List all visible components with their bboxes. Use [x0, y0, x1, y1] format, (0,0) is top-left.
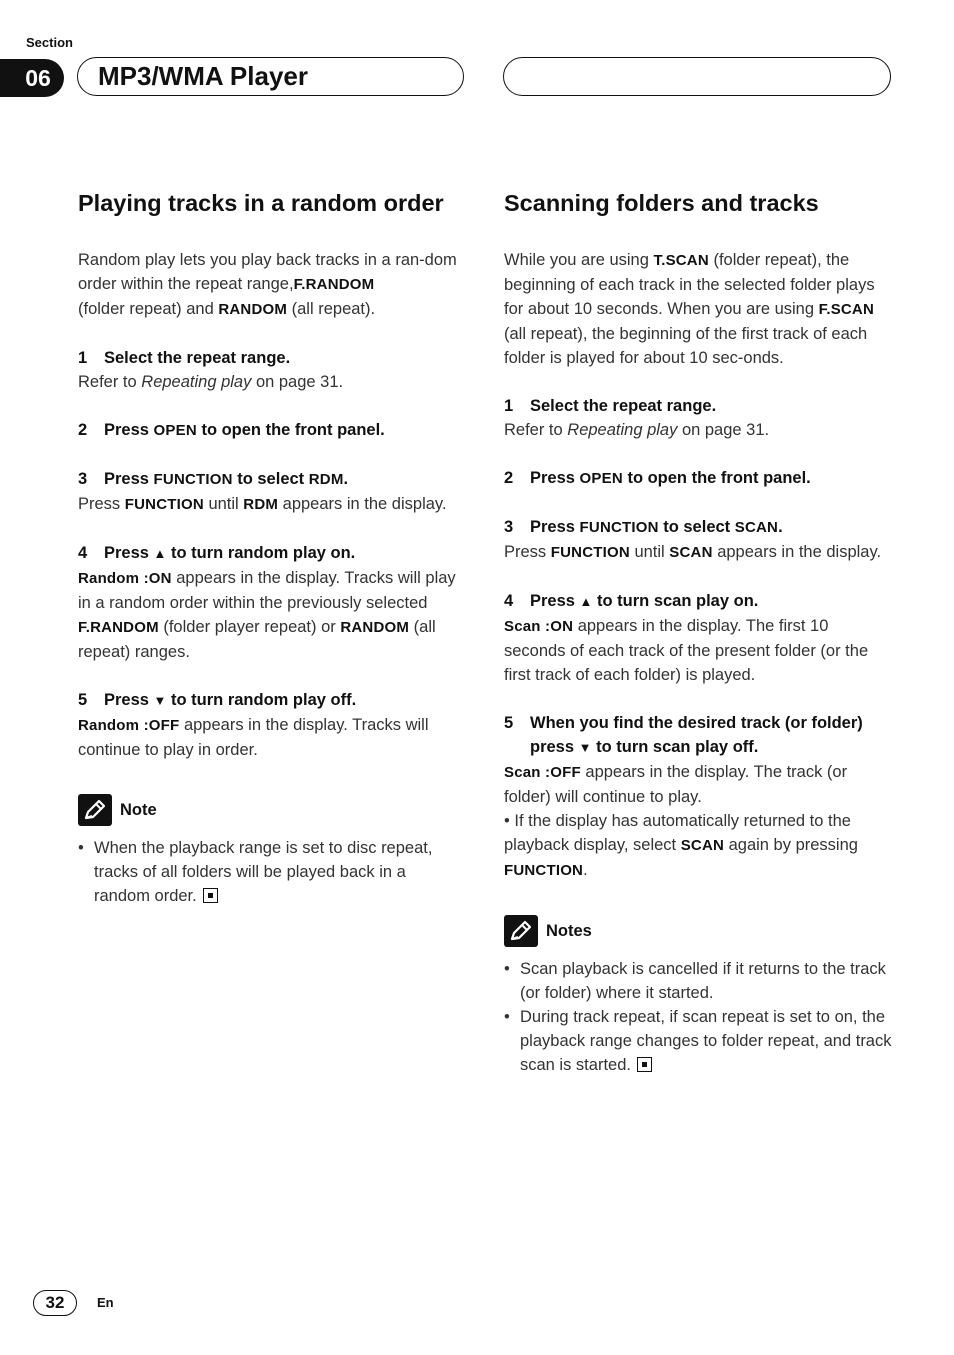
step-5: 5 Press ▼ to turn random play off. [78, 691, 357, 709]
scan-step-3-desc: Press FUNCTION until SCAN appears in the display. [504, 543, 882, 561]
scan-step-5: 5 When you find the desired track (or folder) press ▼ to turn scan play off. [504, 714, 863, 756]
up-arrow-icon: ▲ [153, 546, 167, 561]
left-column [78, 186, 466, 908]
note-header [78, 794, 466, 826]
step-5-desc: Random :OFF appears in the display. Tracks will continue to play in order. [78, 716, 429, 759]
scan-intro: While you are using T.SCAN (folder repeat), the beginning of each track in the selected folder plays for about 10 seconds. When you are using F.SCAN (all repeat), the beginning of the first track of each folder is played for about 10 sec-onds. [504, 251, 875, 367]
pencil-note-icon [504, 915, 538, 947]
step-2: 2 Press OPEN to open the front panel. [78, 421, 385, 439]
scan-step-5-desc: Scan :OFF appears in the display. The track (or folder) will continue to play. [504, 763, 848, 806]
language-label: En [97, 1295, 114, 1310]
step-3-desc: Press FUNCTION until RDM appears in the display. [78, 495, 447, 513]
notes-title: Notes [546, 922, 592, 940]
scan-step-1: 1 Select the repeat range. [504, 397, 717, 415]
note-list [78, 836, 466, 908]
right-column [504, 186, 892, 1077]
up-arrow-icon: ▲ [579, 594, 593, 609]
section-label: Section [26, 35, 73, 50]
down-arrow-icon: ▼ [578, 740, 592, 755]
notes-list [504, 957, 892, 1077]
scan-step-3: 3 Press FUNCTION to select SCAN. [504, 518, 783, 536]
scan-step-1-desc: Refer to Repeating play on page 31. [504, 421, 770, 439]
note-title: Note [120, 801, 157, 819]
step-3: 3 Press FUNCTION to select RDM. [78, 470, 349, 488]
page-number: 32 [33, 1290, 77, 1316]
header-empty-box [503, 57, 891, 96]
scanning-heading: Scanning folders and tracks [504, 190, 819, 216]
notes-header [504, 915, 892, 947]
chapter-title: MP3/WMA Player [77, 57, 464, 96]
step-4-desc: Random :ON appears in the display. Tracks will play in a random order within the previously selected F.RANDOM (folder player repeat) or RANDOM (all repeat) ranges. [78, 569, 456, 661]
list-item: • Scan playback is cancelled if it returns to the track (or folder) where it started. [504, 957, 892, 1005]
step-1-desc: Refer to Repeating play on page 31. [78, 373, 344, 391]
list-item: • During track repeat, if scan repeat is set to on, the playback range changes to folder repeat, and track scan is started. [504, 1005, 892, 1077]
section-number-badge: 06 [0, 59, 64, 97]
list-item: • When the playback range is set to disc repeat, tracks of all folders will be played back in a random order. [78, 836, 466, 908]
step-1: 1 Select the repeat range. [78, 349, 291, 367]
scan-step-2: 2 Press OPEN to open the front panel. [504, 469, 811, 487]
random-intro: Random play lets you play back tracks in a ran-dom order within the repeat range,F.RANDOM (folder repeat) and RANDOM (all repeat). [78, 251, 457, 318]
end-mark-icon [203, 888, 218, 903]
down-arrow-icon: ▼ [153, 693, 167, 708]
random-order-heading: Playing tracks in a random order [78, 190, 444, 216]
step-4: 4 Press ▲ to turn random play on. [78, 544, 356, 562]
scan-step-4: 4 Press ▲ to turn scan play on. [504, 592, 759, 610]
pencil-note-icon [78, 794, 112, 826]
scan-step-5-bullet: • If the display has automatically returned to the playback display, select SCAN again by pressing FUNCTION. [504, 812, 858, 879]
end-mark-icon [637, 1057, 652, 1072]
scan-step-4-desc: Scan :ON appears in the display. The first 10 seconds of each track of the present folder (or the first track of each folder) is played. [504, 617, 869, 684]
